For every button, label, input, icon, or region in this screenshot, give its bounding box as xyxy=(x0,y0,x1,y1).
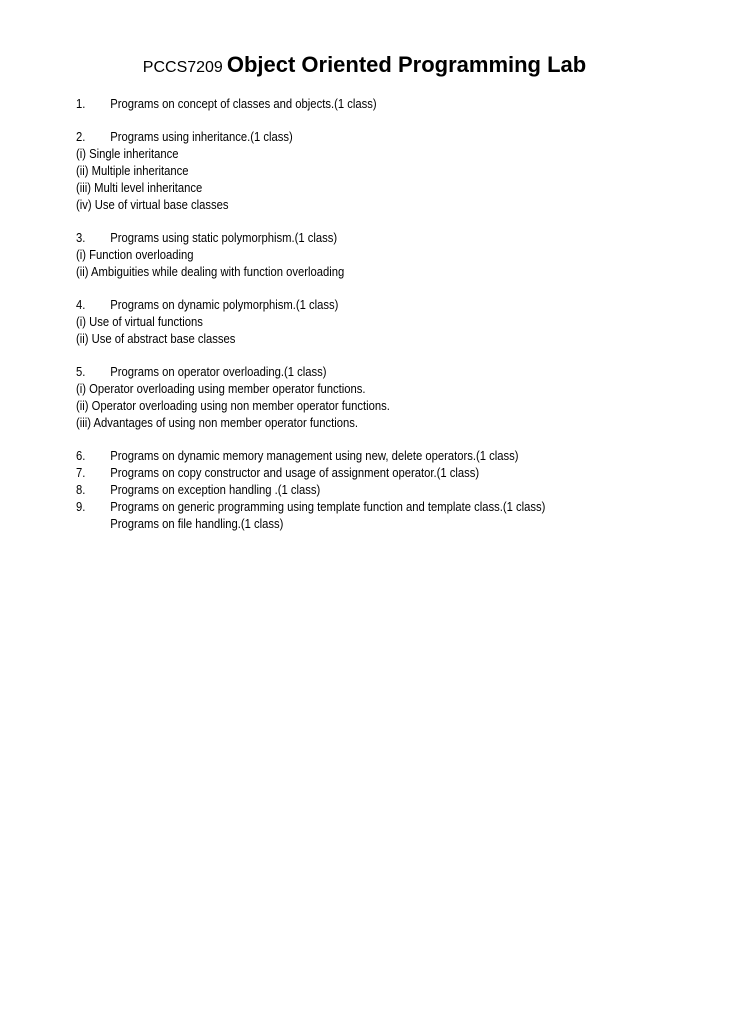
item-number: 4. xyxy=(76,298,86,312)
sub-item: (i) Function overloading xyxy=(76,248,194,262)
item-number: 7. xyxy=(76,466,86,480)
item-text: Programs using inheritance.(1 class) xyxy=(110,130,293,144)
item-text: Programs on exception handling .(1 class) xyxy=(110,483,321,497)
sub-item: (iii) Advantages of using non member operator functions. xyxy=(76,416,359,430)
item-number: 9. xyxy=(76,500,86,514)
item-text: Programs on generic programming using template function and template class.(1 class) xyxy=(110,500,546,514)
item-number xyxy=(76,516,110,533)
list-item xyxy=(76,465,652,482)
list-item xyxy=(76,448,652,465)
list-item xyxy=(76,96,652,113)
sub-item: (i) Single inheritance xyxy=(76,147,179,161)
list-item xyxy=(76,297,652,314)
sub-item: (i) Use of virtual functions xyxy=(76,315,203,329)
sub-item: (ii) Use of abstract base classes xyxy=(76,332,236,346)
list-item xyxy=(76,482,652,499)
list-item xyxy=(76,499,652,516)
list-item xyxy=(76,516,652,533)
item-number: 5. xyxy=(76,365,86,379)
item-number: 3. xyxy=(76,231,86,245)
item-text: Programs on dynamic memory management using new, delete operators.(1 class) xyxy=(110,449,519,463)
item-number: 2. xyxy=(76,130,86,144)
syllabus-list xyxy=(76,96,652,533)
item-text: Programs on copy constructor and usage of assignment operator.(1 class) xyxy=(110,466,480,480)
item-text: Programs on operator overloading.(1 class) xyxy=(110,365,327,379)
item-number: 8. xyxy=(76,483,86,497)
sub-item: (i) Operator overloading using member operator functions. xyxy=(76,382,366,396)
list-item xyxy=(76,129,652,146)
item-number: 6. xyxy=(76,449,86,463)
sub-item: (ii) Multiple inheritance xyxy=(76,164,189,178)
course-code: PCCS7209 xyxy=(142,59,223,76)
item-text: Programs on dynamic polymorphism.(1 class) xyxy=(110,298,339,312)
list-item xyxy=(76,364,652,381)
item-number: 1. xyxy=(76,97,86,111)
sub-item: (iii) Multi level inheritance xyxy=(76,181,203,195)
sub-item: (ii) Operator overloading using non member operator functions. xyxy=(76,399,390,413)
item-text: Programs using static polymorphism.(1 class) xyxy=(110,231,338,245)
page-title xyxy=(0,52,729,78)
list-item xyxy=(76,230,652,247)
course-title: Object Oriented Programming Lab xyxy=(226,52,587,77)
item-text: Programs on file handling.(1 class) xyxy=(110,517,284,531)
sub-item: (ii) Ambiguities while dealing with function overloading xyxy=(76,265,345,279)
sub-item: (iv) Use of virtual base classes xyxy=(76,198,229,212)
item-text: Programs on concept of classes and objects.(1 class) xyxy=(110,97,377,111)
